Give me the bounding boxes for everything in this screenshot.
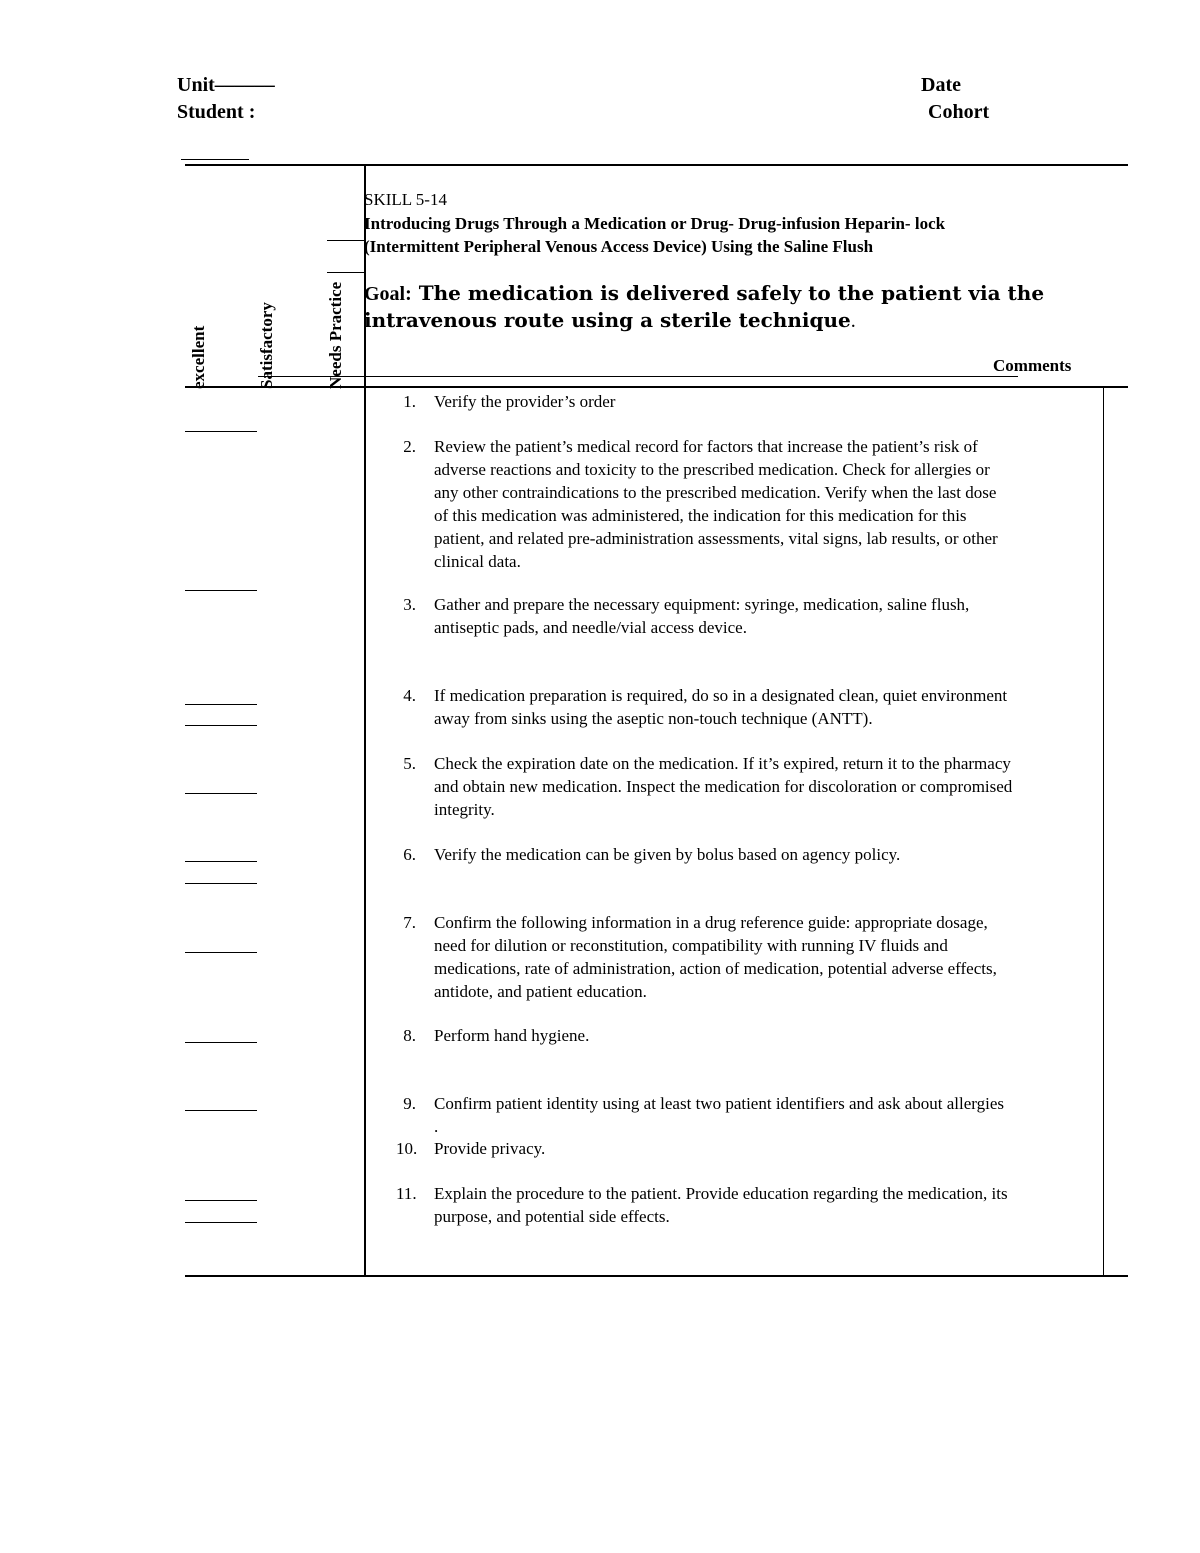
step-text-line: Explain the procedure to the patient. Provide education regarding the medication, its [434,1184,1008,1203]
step-text-line: antiseptic pads, and needle/vial access device. [434,618,747,637]
step-text-line: medications, rate of administration, action of medication, potential adverse effects, [434,959,997,978]
step-number: 4. [403,686,416,705]
step-text [434,435,1106,573]
step-text-line: Provide privacy. [434,1139,546,1158]
step-text-line: need for dilution or reconstitution, compatibility with running IV fluids and [434,936,948,955]
goal-label: Goal: [364,283,412,305]
goal-line-1 [364,280,1044,308]
step-text-line: Check the expiration date on the medication. If it’s expired, return it to the pharmacy [434,754,1011,773]
step-text-line: integrity. [434,800,495,819]
step-text-line: Review the patient’s medical record for factors that increase the patient’s risk of [434,437,978,456]
step-text [434,843,1106,866]
step-text-line: Verify the provider’s order [434,392,616,411]
student-label: Student : [177,101,256,123]
unit-label: Unit–––––– [177,74,275,96]
step-text [434,911,1106,1003]
goal-text-2: intravenous route using a sterile technique [364,308,851,332]
step-text [434,1092,1106,1138]
step-text [434,752,1106,821]
step-text-line: Perform hand hygiene. [434,1026,590,1045]
rating-blank[interactable] [185,704,257,705]
step-number: 7. [403,913,416,932]
rating-blank[interactable] [185,1200,257,1201]
table-top-border [185,164,1128,166]
rating-blank[interactable] [185,1222,257,1223]
step-text-line: Gather and prepare the necessary equipment: syringe, medication, saline flush, [434,595,970,614]
cohort-label: Cohort [928,101,990,123]
header-underline [258,376,1018,377]
step-text [434,1024,1106,1047]
step-text-line: any other contraindications to the prescribed medication. Verify when the last dose [434,483,997,502]
step-number: 6. [403,845,416,864]
rating-blank[interactable] [185,793,257,794]
rating-blank[interactable] [185,861,257,862]
rating-blank[interactable] [185,1110,257,1111]
date-label: Date [921,74,961,96]
step-text-line: Confirm patient identity using at least two patient identifiers and ask about allergies [434,1094,1004,1113]
student-name-blank[interactable] [181,159,249,160]
step-number: 5. [403,754,416,773]
step-text [434,1182,1106,1228]
step-text-line: . [434,1117,439,1136]
skill-title-line-1: Introducing Drugs Through a Medication or Drug- Drug-infusion Heparin- lock [364,214,946,233]
step-text-line: away from sinks using the aseptic non-touch technique (ANTT). [434,709,873,728]
goal-period: . [850,310,856,332]
step-text [434,684,1106,730]
rating-blank[interactable] [185,725,257,726]
goal-line-2 [364,307,856,335]
header-tick-middle [327,272,364,273]
step-text-line: If medication preparation is required, do so in a designated clean, quiet environment [434,686,1008,705]
step-number: 1. [403,392,416,411]
step-number: 8. [403,1026,416,1045]
column-satisfactory: Satisfactory [257,302,276,389]
skill-title-line-2: (Intermittent Peripheral Venous Access Device) Using the Saline Flush [364,237,874,256]
column-excellent: excellent [189,325,208,389]
header-tick-top [327,240,364,241]
step-text [434,593,1106,639]
step-text [434,1137,1106,1160]
comments-label: Comments [993,356,1072,375]
rating-blank[interactable] [185,883,257,884]
step-number: 3. [403,595,416,614]
step-number: 11. [396,1184,417,1203]
step-text-line: of this medication was administered, the indication for this medication for this [434,506,967,525]
step-number: 9. [403,1094,416,1113]
step-text [434,390,1106,413]
rating-blank[interactable] [185,1042,257,1043]
table-bottom-border [185,1275,1128,1277]
step-text-line: Confirm the following information in a drug reference guide: appropriate dosage, [434,913,988,932]
skill-number: SKILL 5-14 [364,190,447,209]
goal-text-1: The medication is delivered safely to the patient via the [411,281,1045,305]
step-text-line: purpose, and potential side effects. [434,1207,670,1226]
rating-blank[interactable] [185,590,257,591]
step-text-line: clinical data. [434,552,521,571]
step-number: 2. [403,437,416,456]
rating-blank[interactable] [185,952,257,953]
step-number: 10. [396,1139,418,1158]
step-text-line: and obtain new medication. Inspect the medication for discoloration or compromised [434,777,1013,796]
step-text-line: Verify the medication can be given by bolus based on agency policy. [434,845,901,864]
column-needs-practice: Needs Practice [326,281,345,389]
step-text-line: patient, and related pre-administration assessments, vital signs, lab results, or other [434,529,998,548]
step-text-line: adverse reactions and toxicity to the prescribed medication. Check for allergies or [434,460,990,479]
step-text-line: antidote, and patient education. [434,982,647,1001]
rating-blank[interactable] [185,431,257,432]
